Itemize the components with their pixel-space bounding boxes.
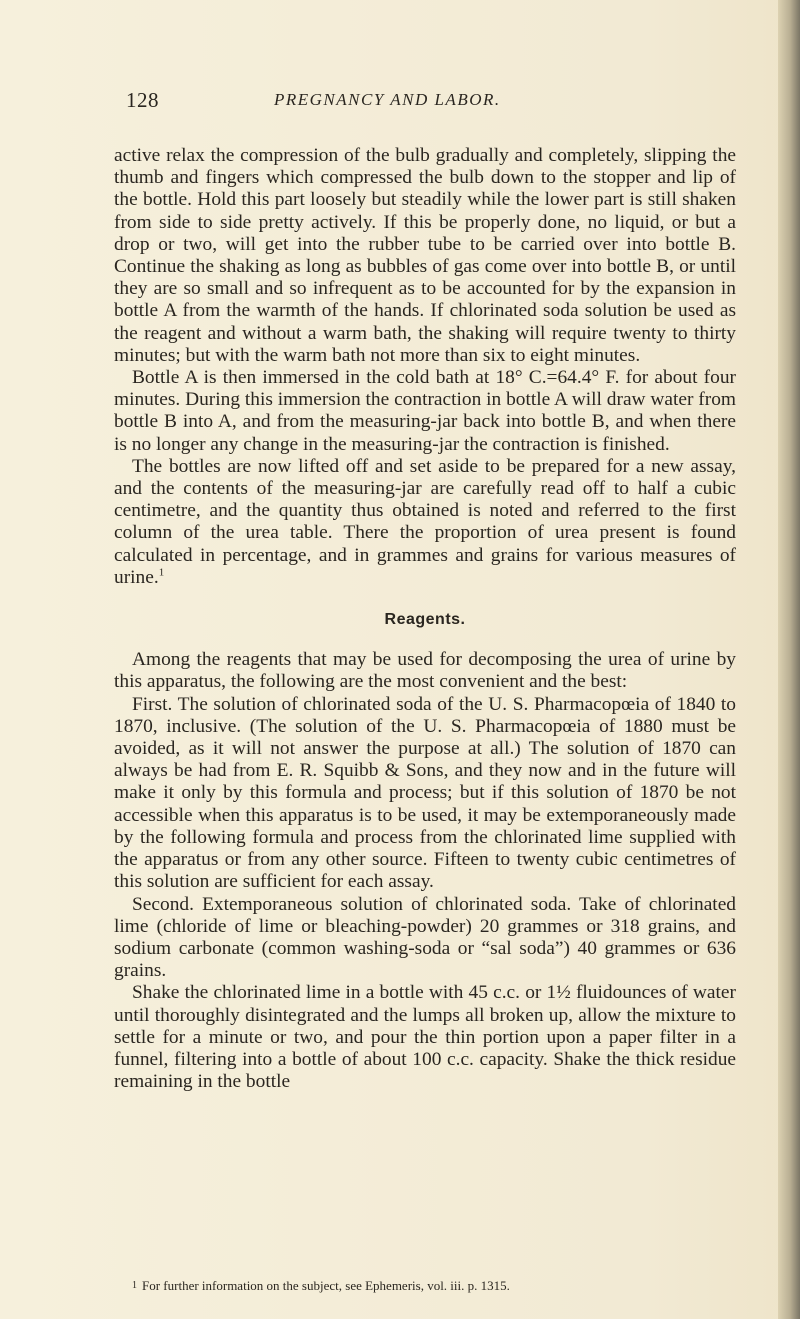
paragraph-reading-result-text: The bottles are now lifted off and set aside to be prepared for a new assay, and the contents of the measuring-jar are carefully read off to half a cubic centimetre, and the quantity thus obtained is noted and referred to the first column of the urea table. There the proportion of urea present is found calculated in percentage, and in grammes and grains for various measures of urine. [114, 455, 736, 588]
paragraph-shake-procedure: Shake the chlorinated lime in a bottle with 45 c.c. or 1½ fluidounces of water until thoroughly disintegrated and the lumps all broken up, allow the mixture to settle for a minute or two, and pour the thin portion upon a paper filter in a funnel, filtering into a bottle of about 100 c.c. capacity. Shake the thick residue remaining in the bottle [114, 982, 736, 1093]
paragraph-reading-result [114, 456, 736, 589]
footnote-text: For further information on the subject, see Ephemeris, vol. iii. p. 1315. [142, 1278, 510, 1293]
paragraph-reagents-intro: Among the reagents that may be used for decomposing the urea of urine by this apparatus, the following are the most convenient and the best: [114, 649, 736, 693]
running-title: PREGNANCY AND LABOR. [274, 90, 501, 109]
footnote-mark: 1 [132, 1280, 137, 1291]
body-text [114, 145, 736, 1093]
paragraph-first-reagent: First. The solution of chlorinated soda of the U. S. Pharmacopœia of 1840 to 1870, inclusive. (The solution of the U. S. Pharmacopœia of 1880 must be avoided, as it will not answer the purpose at all.) The solution of 1870 can always be had from E. R. Squibb & Sons, and they now and in the future will make it only by this formula and process; but if this solution of 1870 be not accessible when this apparatus is to be used, it may be extemporaneously made by the following formula and process from the chlorinated lime supplied with the apparatus or from any other source. Fifteen to twenty cubic centimetres of this solution are sufficient for each assay. [114, 693, 736, 893]
paragraph-cold-bath: Bottle A is then immersed in the cold bath at 18° C.=64.4° F. for about four minutes. During this immersion the contraction in bottle A will draw water from bottle B into A, and from the measuring-jar back into bottle B, and when there is no longer any change in the measuring-jar the contraction is finished. [114, 367, 737, 455]
paragraph-bulb-shaking: active relax the compression of the bulb gradually and completely, slipping the thumb and fingers which compressed the bulb down to the stopper and lip of the bottle. Hold this part loosely but steadily while the lower part is still shaken from side to side pretty actively. If this be properly done, no liquid, or but a drop or two, will get into the rubber tube to be carried over into bottle B. Continue the shaking as long as bubbles of gas come over into bottle B, or until they are so small and so infrequent as to be accounted for by the expansion in bottle A from the warmth of the hands. If chlorinated soda solution be used as the reagent and without a warm bath, the shaking will require twenty to thirty minutes; but with the warm bath not more than six to eight minutes. [114, 145, 736, 366]
footnote [132, 1278, 732, 1294]
page-edge-shadow [778, 0, 800, 1319]
page-header [126, 88, 726, 118]
page-number: 128 [126, 88, 159, 112]
section-heading-reagents: Reagents. [384, 611, 466, 629]
footnote-reference: 1 [158, 566, 165, 579]
paragraph-second-reagent: Second. Extemporaneous solution of chlorinated soda. Take of chlorinated lime (chloride of lime or bleaching-powder) 20 grammes or 318 grains, and sodium carbonate (common washing-soda or “sal soda”) 40 grammes or 636 grains. [114, 893, 736, 982]
